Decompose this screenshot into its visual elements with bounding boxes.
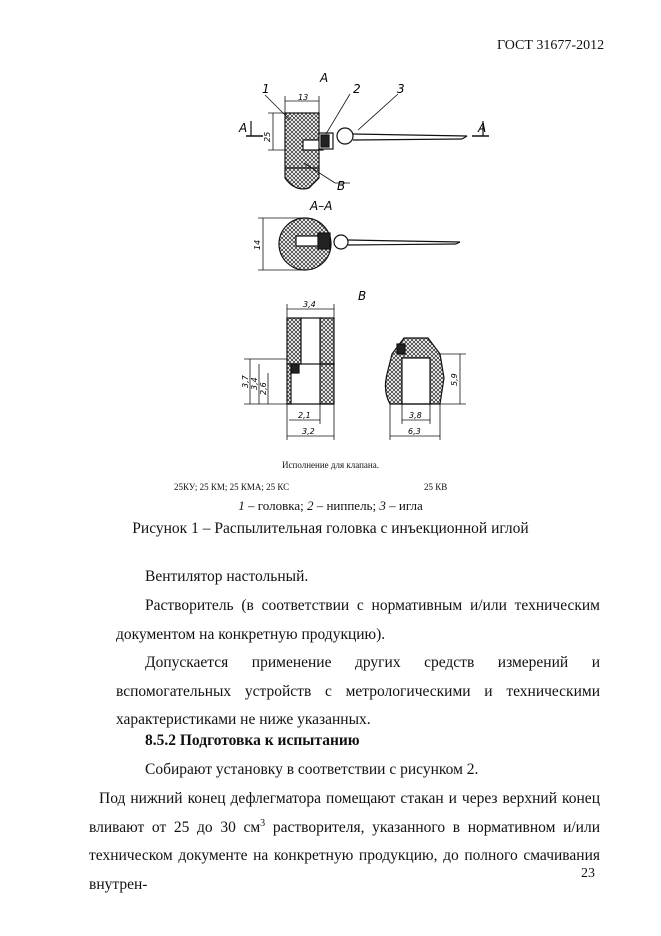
procedure-text-start: Под нижний конец дефлегматора помещают стакан и через верхний конец вливают от 25 до 30 см — [89, 790, 600, 836]
detail-b-right — [385, 338, 466, 440]
callout-2: 2 — [353, 82, 361, 96]
variant-left-label: 25КУ; 25 КМ; 25 КМА; 25 КС — [174, 482, 290, 492]
legend-num-1: 1 — [238, 498, 245, 513]
top-view — [246, 94, 489, 189]
variant-caption: Исполнение для клапана. — [282, 460, 379, 470]
section-mark: А — [320, 71, 329, 85]
legend-text-1: – головка; — [244, 498, 307, 513]
legend-num-2: 2 — [306, 498, 314, 513]
figure-caption: Рисунок 1 – Распылительная головка с инъекционной иглой — [132, 520, 529, 537]
section-view — [258, 218, 460, 270]
legend-num-3: 3 — [379, 498, 386, 513]
dim-b-left-w2: 3,2 — [302, 427, 315, 436]
detail-mark: В — [337, 179, 346, 193]
callout-1: 1 — [262, 82, 270, 96]
paragraph-assembly: Собирают установку в соответствии с рисунком 2. — [145, 761, 479, 778]
paragraph-fan: Вентилятор настольный. — [145, 568, 309, 585]
detail-b-left — [244, 304, 334, 440]
dim-b-left-h2: 3,4 — [250, 377, 259, 390]
dim-top-width: 13 — [298, 93, 309, 102]
section-heading: 8.5.2 Подготовка к испытанию — [145, 732, 360, 749]
callout-3: 3 — [397, 82, 405, 96]
dim-b-left-h1: 3,7 — [241, 375, 250, 388]
figure-legend — [0, 498, 661, 514]
dim-b-left-w1: 2,1 — [298, 411, 311, 420]
variant-right-label: 25 КВ — [424, 482, 448, 492]
section-arrow-left: А — [239, 121, 248, 135]
dim-b-right-w1: 3,8 — [409, 411, 422, 420]
paragraph-solvent: Растворитель (в соответствии с нормативным и/или техническим документом на конкретную продукцию). — [116, 597, 600, 643]
detail-title: В — [358, 289, 367, 303]
page-number: 23 — [581, 866, 595, 881]
document-code: ГОСТ 31677-2012 — [497, 38, 605, 53]
dim-b-left-h3: 2,6 — [259, 382, 268, 395]
legend-text-3: – игла — [385, 498, 423, 513]
legend-text-2: – ниппель; — [313, 498, 380, 513]
technical-drawing — [0, 60, 661, 480]
procedure-superscript: 3 — [260, 817, 266, 829]
procedure-text-end: растворителя, указанного в нормативном и/или техническом документе на конкретную продукцию, до полного смачивания внутрен- — [89, 818, 601, 893]
section-title: А–А — [310, 199, 333, 213]
dim-section-height: 14 — [253, 239, 262, 250]
dim-b-right-height: 5,9 — [450, 373, 459, 386]
dim-b-right-w2: 6,3 — [408, 427, 421, 436]
section-arrow-right: А — [478, 121, 487, 135]
dim-top-height: 25 — [263, 131, 272, 142]
paragraph-alternatives: Допускается применение других средств измерений и вспомогательных устройств с метрологическими и техническими характеристиками не ниже указанных. — [116, 654, 600, 729]
dim-b-left-top-width: 3,4 — [303, 300, 316, 309]
paragraph-procedure — [89, 785, 600, 899]
